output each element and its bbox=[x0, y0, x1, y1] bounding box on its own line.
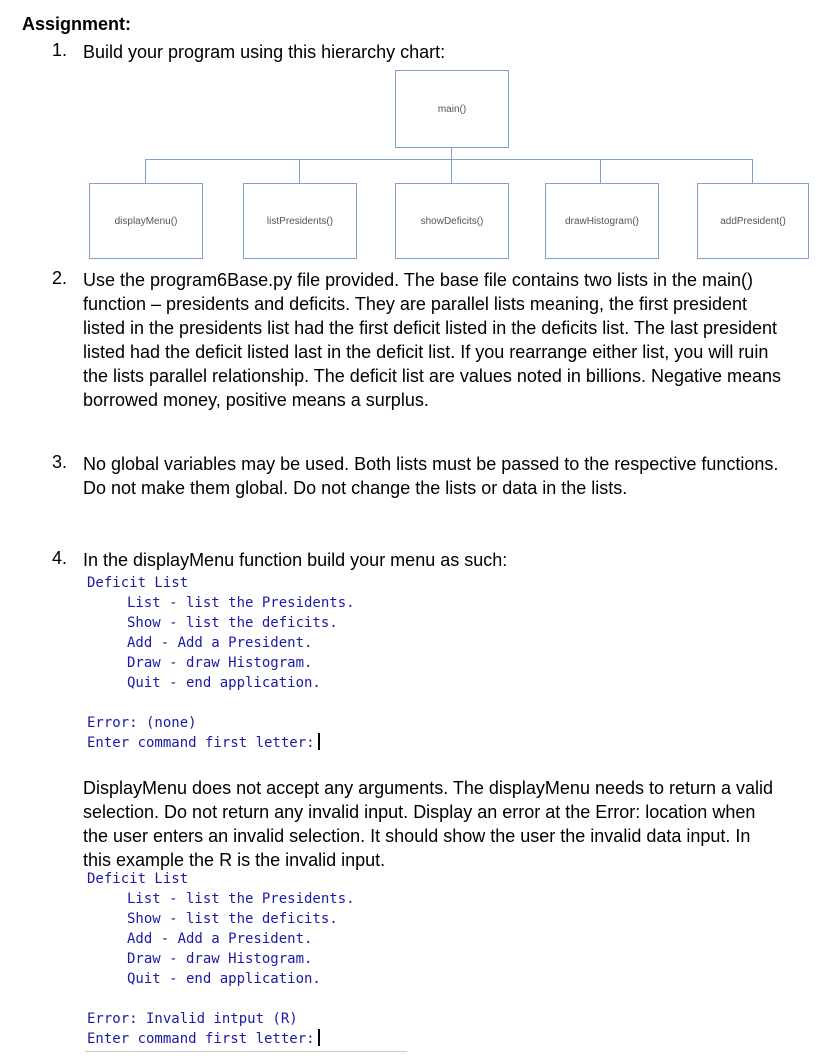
menu-example-1 bbox=[87, 573, 355, 753]
chart-root-label: main() bbox=[437, 103, 467, 115]
chart-child-box bbox=[545, 183, 659, 259]
menu-error-line: Error: (none) bbox=[87, 715, 197, 731]
chart-connector-1 bbox=[145, 159, 146, 183]
item-text-2: Use the program6Base.py file provided. The base file contains two lists in the main() function – presidents and deficits. They are parallel lists meaning, the first president listed in the presidents list had the first deficit listed in the deficits list. The last president listed had the deficit listed last in the deficit list. If you rearrange either list, you will ruin the lists parallel relationship. The deficit list are values noted in billions. Negative means borrowed money, positive means a surplus. bbox=[83, 270, 782, 410]
chart-child-label: displayMenu() bbox=[114, 215, 178, 227]
chart-child-box bbox=[697, 183, 809, 259]
chart-child-box bbox=[395, 183, 509, 259]
menu-prompt: Enter command first letter: bbox=[87, 735, 315, 751]
item-text-4: In the displayMenu function build your menu as such: bbox=[83, 550, 508, 570]
item-number-1: 1. bbox=[52, 40, 68, 60]
menu-option: Quit - end application. bbox=[127, 971, 321, 987]
item-text-3: No global variables may be used. Both lists must be passed to the respective functions. Do not make them global. Do not change the lists or data in the lists. bbox=[83, 454, 779, 498]
menu-option: List - list the Presidents. bbox=[127, 595, 355, 611]
chart-connector-horizontal bbox=[145, 159, 752, 160]
menu-prompt-line bbox=[87, 1029, 355, 1049]
item-number-2: 2. bbox=[52, 268, 68, 288]
chart-child-label: addPresident() bbox=[720, 215, 786, 227]
menu-option: Draw - draw Histogram. bbox=[127, 655, 313, 671]
menu-option: List - list the Presidents. bbox=[127, 891, 355, 907]
menu-error-line: Error: Invalid intput (R) bbox=[87, 1011, 298, 1027]
menu-prompt-line bbox=[87, 733, 355, 753]
menu-option: Show - list the deficits. bbox=[127, 615, 338, 631]
item-text-1: Build your program using this hierarchy chart: bbox=[83, 42, 446, 62]
bottom-divider bbox=[85, 1051, 407, 1052]
text-cursor bbox=[318, 1029, 320, 1046]
menu-option: Draw - draw Histogram. bbox=[127, 951, 313, 967]
menu-title: Deficit List bbox=[87, 575, 189, 591]
assignment-heading: Assignment: bbox=[22, 14, 132, 34]
chart-child-label: drawHistogram() bbox=[565, 215, 639, 227]
menu-prompt: Enter command first letter: bbox=[87, 1031, 315, 1047]
item-number-3: 3. bbox=[52, 452, 68, 472]
menu-example-2 bbox=[87, 869, 355, 1049]
chart-connector-3 bbox=[451, 159, 452, 183]
menu-option: Show - list the deficits. bbox=[127, 911, 338, 927]
display-menu-description: DisplayMenu does not accept any arguments. The displayMenu needs to return a valid selection. Do not return any invalid input. Display an error at the Error: location when the user enters an invalid selection. It should show the user the invalid data input. In this example the R is the invalid input. bbox=[83, 778, 774, 870]
chart-child-box bbox=[243, 183, 357, 259]
text-cursor bbox=[318, 733, 320, 750]
menu-option: Add - Add a President. bbox=[127, 635, 313, 651]
chart-connector-root bbox=[451, 147, 452, 159]
chart-connector-4 bbox=[600, 159, 601, 183]
item-number-4: 4. bbox=[52, 548, 68, 568]
chart-root-box bbox=[395, 70, 509, 148]
menu-option: Quit - end application. bbox=[127, 675, 321, 691]
chart-connector-5 bbox=[752, 159, 753, 183]
chart-child-label: listPresidents() bbox=[266, 215, 334, 227]
hierarchy-chart bbox=[0, 0, 836, 270]
chart-connector-2 bbox=[299, 159, 300, 183]
menu-option: Add - Add a President. bbox=[127, 931, 313, 947]
chart-child-box bbox=[89, 183, 203, 259]
menu-title: Deficit List bbox=[87, 871, 189, 887]
chart-child-label: showDeficits() bbox=[420, 215, 484, 227]
